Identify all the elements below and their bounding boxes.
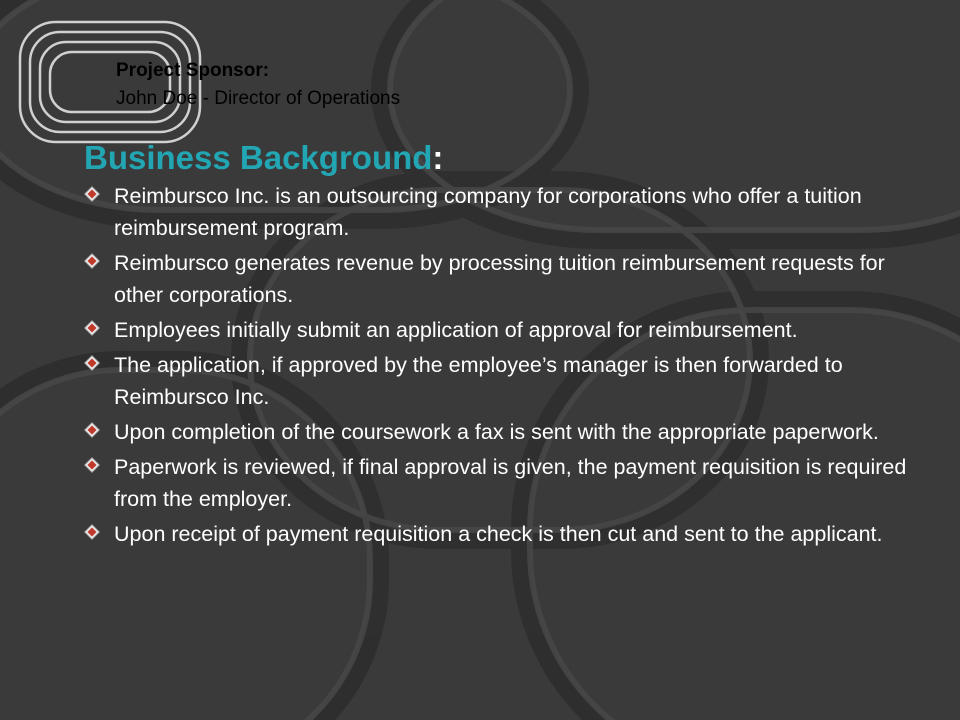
diamond-bullet-icon [84,355,100,371]
bullet-item [84,518,924,550]
bullet-item [84,451,924,515]
heading-colon: : [432,139,444,176]
bullet-text: Reimbursco generates revenue by processing tuition reimbursement requests for other corporations. [114,251,885,307]
diamond-bullet-icon [84,422,100,438]
diamond-bullet-icon [84,186,100,202]
bullet-list [84,180,924,553]
bullet-text: The application, if approved by the employee’s manager is then forwarded to Reimbursco Inc. [114,353,843,409]
diamond-bullet-icon [84,320,100,336]
diamond-bullet-icon [84,253,100,269]
bullet-item [84,349,924,413]
bullet-text: Reimbursco Inc. is an outsourcing company for corporations who offer a tuition reimbursement program. [114,184,862,240]
project-sponsor [116,57,400,113]
diamond-bullet-icon [84,524,100,540]
bullet-text: Employees initially submit an application of approval for reimbursement. [114,318,798,342]
bullet-item [84,247,924,311]
heading-text: Business Background [84,139,433,176]
sponsor-label: Project Sponsor: [116,60,270,81]
sponsor-name: John Doe - Director of Operations [116,88,401,109]
diamond-bullet-icon [84,457,100,473]
bullet-text: Paperwork is reviewed, if final approval is given, the payment requisition is required from the employer. [114,455,907,511]
bullet-item [84,314,924,346]
bullet-item [84,416,924,448]
bullet-text: Upon receipt of payment requisition a check is then cut and sent to the applicant. [114,522,883,546]
section-heading [84,136,443,180]
bullet-text: Upon completion of the coursework a fax is sent with the appropriate paperwork. [114,420,879,444]
bullet-item [84,180,924,244]
